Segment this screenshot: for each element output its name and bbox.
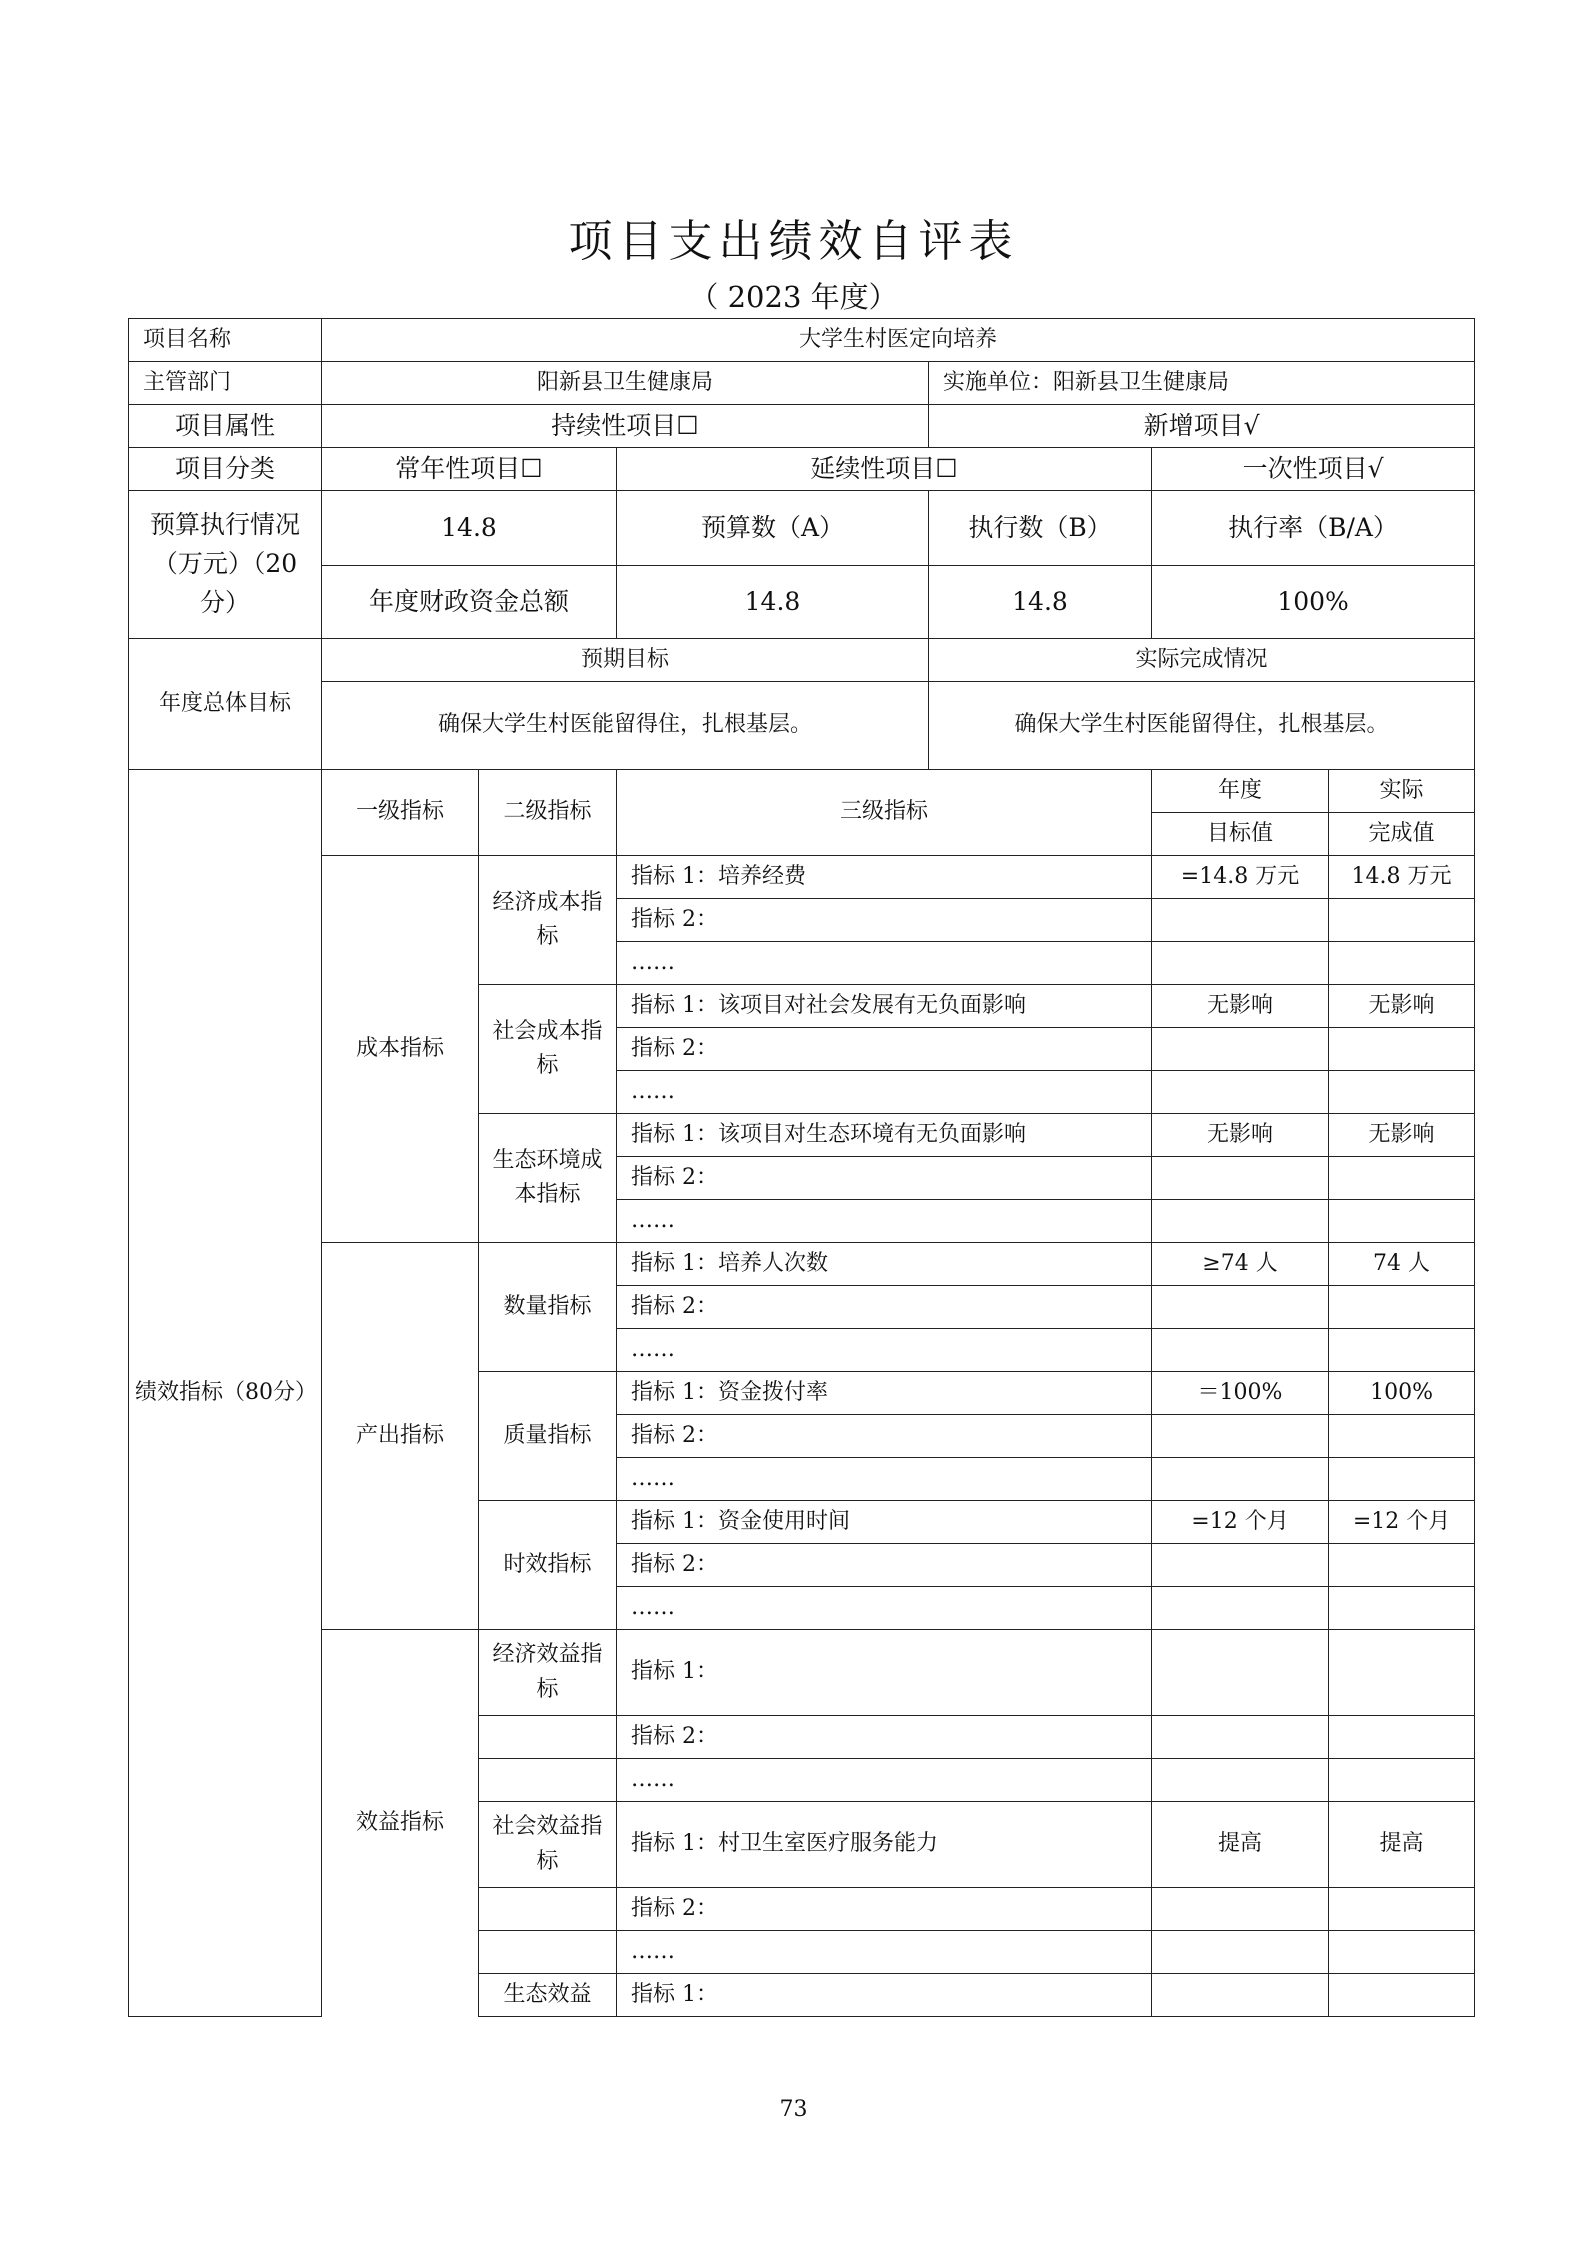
actual-value: 100% [1329,1372,1475,1415]
implementing-unit: 实施单位：阳新县卫生健康局 [929,362,1475,405]
budget-total: 14.8 [322,491,617,566]
department-value: 阳新县卫生健康局 [322,362,929,405]
indicator-row: 指标 2： [617,1028,1152,1071]
actual-value: 提高 [1329,1802,1475,1888]
attribute-new: 新增项目√ [929,405,1475,448]
eco-benefit-indicator: 生态效益 [479,1974,617,2017]
eco-cost-indicator: 生态环境成本指标 [479,1114,617,1243]
quality-indicator: 质量指标 [479,1372,617,1501]
indicator-row: 指标 2： [617,1888,1152,1931]
target-value: 无影响 [1152,985,1329,1028]
class-regular: 常年性项目☐ [322,448,617,491]
budget-rate-value: 100% [1152,566,1475,639]
indicator-row: 指标 1： [617,1974,1152,2017]
indicator-row: 指标 1：村卫生室医疗服务能力 [617,1802,1152,1888]
actual-header-2: 完成值 [1329,813,1475,856]
target-value: ≥74 人 [1152,1243,1329,1286]
indicator-row: 指标 2： [617,899,1152,942]
indicator-row: 指标 1：该项目对生态环境有无负面影响 [617,1114,1152,1157]
target-value: =14.8 万元 [1152,856,1329,899]
economic-benefit-indicator: 经济效益指标 [479,1630,617,1716]
actual-value: 74 人 [1329,1243,1475,1286]
project-name-label: 项目名称 [129,319,322,362]
social-benefit-indicator: 社会效益指标 [479,1802,617,1888]
expected-goal-text: 确保大学生村医能留得住，扎根基层。 [322,682,929,770]
actual-value: =12 个月 [1329,1501,1475,1544]
indicator-row: …… [617,1329,1152,1372]
level2-header: 二级指标 [479,770,617,856]
department-label: 主管部门 [129,362,322,405]
project-name-value: 大学生村医定向培养 [322,319,1475,362]
fiscal-total-label: 年度财政资金总额 [322,566,617,639]
indicator-row: …… [617,1071,1152,1114]
attribute-continuing: 持续性项目☐ [322,405,929,448]
page-number: 73 [779,2097,808,2122]
target-value: 提高 [1152,1802,1329,1888]
indicator-row: 指标 1：培养经费 [617,856,1152,899]
social-cost-indicator: 社会成本指标 [479,985,617,1114]
performance-label: 绩效指标（80分） [129,770,322,2017]
level1-header: 一级指标 [322,770,479,856]
target-header-2: 目标值 [1152,813,1329,856]
indicator-row: …… [617,1759,1152,1802]
indicator-row: …… [617,1458,1152,1501]
expected-goal-header: 预期目标 [322,639,929,682]
budget-a-value: 14.8 [617,566,929,639]
indicator-row: 指标 2： [617,1415,1152,1458]
indicator-row: 指标 2： [617,1157,1152,1200]
timeliness-indicator: 时效指标 [479,1501,617,1630]
project-attribute-label: 项目属性 [129,405,322,448]
actual-completion-text: 确保大学生村医能留得住，扎根基层。 [929,682,1475,770]
economic-cost-indicator: 经济成本指标 [479,856,617,985]
target-value: =12 个月 [1152,1501,1329,1544]
indicator-row: …… [617,1587,1152,1630]
actual-completion-header: 实际完成情况 [929,639,1475,682]
indicator-row: 指标 1：资金拨付率 [617,1372,1152,1415]
class-extended: 延续性项目☐ [617,448,1152,491]
budget-rate-header: 执行率（B/A） [1152,491,1475,566]
actual-value: 无影响 [1329,1114,1475,1157]
page-title: 项目支出绩效自评表 [568,216,1019,267]
indicator-row: 指标 1： [617,1630,1152,1716]
annual-goal-label: 年度总体目标 [129,639,322,770]
target-value: ＝100% [1152,1372,1329,1415]
output-indicator: 产出指标 [322,1243,479,1630]
benefit-indicator: 效益指标 [322,1630,479,2017]
indicator-row: 指标 2： [617,1544,1152,1587]
actual-value: 14.8 万元 [1329,856,1475,899]
quantity-indicator: 数量指标 [479,1243,617,1372]
class-onetime: 一次性项目√ [1152,448,1475,491]
evaluation-table [128,318,1475,2017]
indicator-row: 指标 1：该项目对社会发展有无负面影响 [617,985,1152,1028]
budget-b-value: 14.8 [929,566,1152,639]
budget-b-header: 执行数（B） [929,491,1152,566]
target-header-1: 年度 [1152,770,1329,813]
indicator-row: …… [617,942,1152,985]
target-value: 无影响 [1152,1114,1329,1157]
cost-indicator: 成本指标 [322,856,479,1243]
level3-header: 三级指标 [617,770,1152,856]
indicator-row: 指标 1：培养人次数 [617,1243,1152,1286]
indicator-row: …… [617,1931,1152,1974]
indicator-row: 指标 1：资金使用时间 [617,1501,1152,1544]
actual-header-1: 实际 [1329,770,1475,813]
indicator-row: 指标 2： [617,1716,1152,1759]
project-class-label: 项目分类 [129,448,322,491]
indicator-row: …… [617,1200,1152,1243]
indicator-row: 指标 2： [617,1286,1152,1329]
report-year: （ 2023 年度） [689,280,898,314]
actual-value: 无影响 [1329,985,1475,1028]
budget-a-header: 预算数（A） [617,491,929,566]
budget-label: 预算执行情况（万元）（20分） [129,491,322,639]
